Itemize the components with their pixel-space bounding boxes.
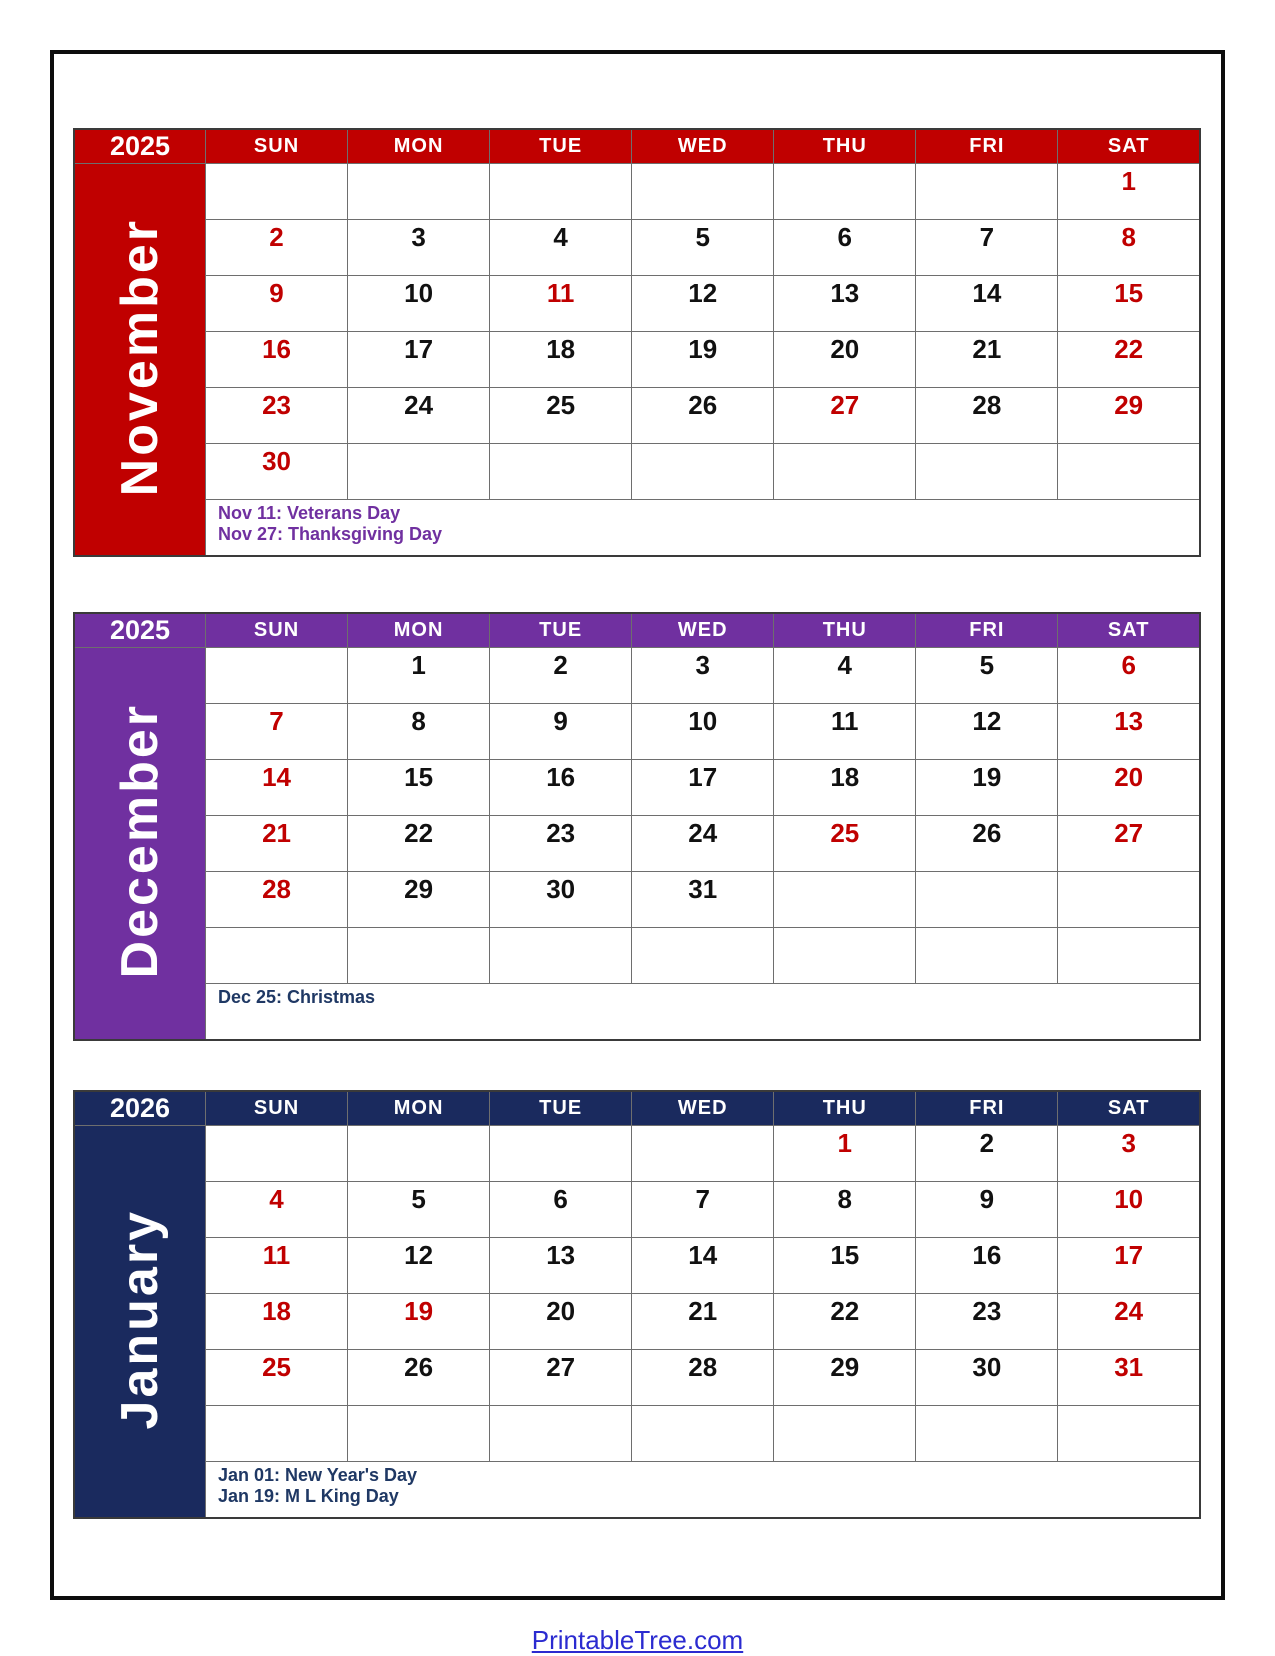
holiday-note: Jan 19: M L King Day: [218, 1486, 399, 1506]
date-cell: 6: [1058, 648, 1200, 704]
date-cell: 18: [206, 1294, 348, 1350]
date-cell: 26: [916, 816, 1058, 872]
date-cell: 17: [348, 332, 490, 388]
day-header-thu: THU: [774, 613, 916, 648]
date-cell: [632, 1126, 774, 1182]
date-cell: 20: [490, 1294, 632, 1350]
year-label: 2025: [74, 613, 206, 648]
page-footer: [54, 1625, 1221, 1656]
date-cell: [490, 1406, 632, 1462]
date-cell: 31: [1058, 1350, 1200, 1406]
holiday-note: Nov 27: Thanksgiving Day: [218, 524, 443, 544]
date-cell: [348, 164, 490, 220]
date-cell: [1058, 872, 1200, 928]
day-header-sun: SUN: [206, 613, 348, 648]
day-header-wed: WED: [632, 613, 774, 648]
date-cell: 21: [916, 332, 1058, 388]
date-cell: [916, 872, 1058, 928]
date-cell: 25: [774, 816, 916, 872]
date-cell: 23: [490, 816, 632, 872]
date-cell: [632, 164, 774, 220]
holiday-notes: [206, 1462, 1201, 1519]
date-cell: 1: [774, 1126, 916, 1182]
date-cell: [632, 1406, 774, 1462]
day-header-thu: THU: [774, 129, 916, 164]
month-name-text: December: [111, 703, 169, 979]
date-cell: [206, 928, 348, 984]
day-header-fri: FRI: [916, 1091, 1058, 1126]
date-cell: 1: [1058, 164, 1200, 220]
date-cell: [206, 1126, 348, 1182]
calendar-december-2025: [73, 612, 1201, 1041]
date-cell: 16: [490, 760, 632, 816]
date-cell: 26: [348, 1350, 490, 1406]
date-cell: [774, 164, 916, 220]
day-header-sun: SUN: [206, 1091, 348, 1126]
date-cell: [348, 444, 490, 500]
date-cell: [1058, 928, 1200, 984]
date-cell: 10: [348, 276, 490, 332]
date-cell: [490, 164, 632, 220]
date-cell: [774, 1406, 916, 1462]
date-cell: [490, 1126, 632, 1182]
date-cell: 21: [632, 1294, 774, 1350]
date-cell: 9: [206, 276, 348, 332]
date-cell: 31: [632, 872, 774, 928]
date-cell: [490, 444, 632, 500]
holiday-notes: [206, 500, 1201, 557]
date-cell: 30: [490, 872, 632, 928]
date-cell: 4: [490, 220, 632, 276]
date-cell: 7: [916, 220, 1058, 276]
date-cell: 16: [916, 1238, 1058, 1294]
date-cell: 5: [348, 1182, 490, 1238]
date-cell: [632, 928, 774, 984]
date-cell: 7: [206, 704, 348, 760]
date-cell: 11: [490, 276, 632, 332]
date-cell: 21: [206, 816, 348, 872]
date-cell: 29: [348, 872, 490, 928]
day-header-sat: SAT: [1058, 129, 1200, 164]
date-cell: 13: [774, 276, 916, 332]
date-cell: [348, 1126, 490, 1182]
date-cell: 4: [206, 1182, 348, 1238]
month-name-text: November: [111, 217, 169, 497]
date-cell: 8: [1058, 220, 1200, 276]
date-cell: 15: [774, 1238, 916, 1294]
date-cell: 15: [348, 760, 490, 816]
date-cell: 1: [348, 648, 490, 704]
calendar-months: [54, 54, 1221, 1519]
date-cell: [206, 1406, 348, 1462]
day-header-mon: MON: [348, 129, 490, 164]
day-header-fri: FRI: [916, 613, 1058, 648]
date-cell: 12: [632, 276, 774, 332]
footer-link[interactable]: PrintableTree.com: [531, 1625, 744, 1655]
day-header-mon: MON: [348, 613, 490, 648]
date-cell: 19: [632, 332, 774, 388]
day-header-sun: SUN: [206, 129, 348, 164]
date-cell: 18: [774, 760, 916, 816]
date-cell: 24: [348, 388, 490, 444]
date-cell: 11: [774, 704, 916, 760]
day-header-tue: TUE: [490, 613, 632, 648]
date-cell: 10: [1058, 1182, 1200, 1238]
day-header-tue: TUE: [490, 129, 632, 164]
date-cell: 11: [206, 1238, 348, 1294]
date-cell: 7: [632, 1182, 774, 1238]
date-cell: 19: [916, 760, 1058, 816]
day-header-tue: TUE: [490, 1091, 632, 1126]
holiday-note: Nov 11: Veterans Day: [218, 503, 401, 523]
date-cell: [916, 444, 1058, 500]
date-cell: 2: [206, 220, 348, 276]
date-cell: 22: [348, 816, 490, 872]
date-cell: 18: [490, 332, 632, 388]
date-cell: 13: [1058, 704, 1200, 760]
date-cell: 30: [206, 444, 348, 500]
date-cell: 25: [206, 1350, 348, 1406]
date-cell: 24: [632, 816, 774, 872]
date-cell: [916, 928, 1058, 984]
date-cell: 27: [490, 1350, 632, 1406]
date-cell: 5: [632, 220, 774, 276]
date-cell: 14: [916, 276, 1058, 332]
date-cell: 27: [1058, 816, 1200, 872]
date-cell: [1058, 444, 1200, 500]
day-header-sat: SAT: [1058, 613, 1200, 648]
date-cell: 29: [774, 1350, 916, 1406]
date-cell: 5: [916, 648, 1058, 704]
date-cell: [490, 928, 632, 984]
date-cell: 13: [490, 1238, 632, 1294]
calendar-january-2026: [73, 1090, 1201, 1519]
date-cell: 8: [774, 1182, 916, 1238]
date-cell: [348, 928, 490, 984]
date-cell: 14: [632, 1238, 774, 1294]
month-name-text: January: [111, 1208, 169, 1430]
day-header-wed: WED: [632, 129, 774, 164]
day-header-fri: FRI: [916, 129, 1058, 164]
date-cell: [206, 648, 348, 704]
date-cell: 28: [632, 1350, 774, 1406]
month-label-december: [74, 648, 206, 1041]
date-cell: 8: [348, 704, 490, 760]
date-cell: 26: [632, 388, 774, 444]
date-cell: 2: [916, 1126, 1058, 1182]
date-cell: [774, 928, 916, 984]
calendar-page: [50, 50, 1225, 1655]
day-header-thu: THU: [774, 1091, 916, 1126]
date-cell: 19: [348, 1294, 490, 1350]
day-header-wed: WED: [632, 1091, 774, 1126]
date-cell: 17: [632, 760, 774, 816]
calendar-november-2025: [73, 128, 1201, 557]
date-cell: [348, 1406, 490, 1462]
day-header-sat: SAT: [1058, 1091, 1200, 1126]
date-cell: 3: [632, 648, 774, 704]
date-cell: 29: [1058, 388, 1200, 444]
holiday-note: Dec 25: Christmas: [218, 987, 376, 1007]
holiday-notes: [206, 984, 1201, 1041]
date-cell: 6: [490, 1182, 632, 1238]
month-label-january: [74, 1126, 206, 1519]
month-label-november: [74, 164, 206, 557]
holiday-note: Jan 01: New Year's Day: [218, 1465, 418, 1485]
date-cell: 22: [1058, 332, 1200, 388]
date-cell: 12: [348, 1238, 490, 1294]
date-cell: [916, 164, 1058, 220]
date-cell: 3: [1058, 1126, 1200, 1182]
day-header-mon: MON: [348, 1091, 490, 1126]
date-cell: [1058, 1406, 1200, 1462]
date-cell: 28: [206, 872, 348, 928]
date-cell: 6: [774, 220, 916, 276]
date-cell: 24: [1058, 1294, 1200, 1350]
date-cell: 17: [1058, 1238, 1200, 1294]
date-cell: 4: [774, 648, 916, 704]
date-cell: 9: [490, 704, 632, 760]
date-cell: 16: [206, 332, 348, 388]
date-cell: 20: [1058, 760, 1200, 816]
date-cell: 14: [206, 760, 348, 816]
date-cell: [916, 1406, 1058, 1462]
date-cell: [206, 164, 348, 220]
date-cell: 9: [916, 1182, 1058, 1238]
date-cell: 10: [632, 704, 774, 760]
date-cell: 3: [348, 220, 490, 276]
year-label: 2026: [74, 1091, 206, 1126]
date-cell: 22: [774, 1294, 916, 1350]
date-cell: 12: [916, 704, 1058, 760]
date-cell: 27: [774, 388, 916, 444]
date-cell: 23: [916, 1294, 1058, 1350]
date-cell: 25: [490, 388, 632, 444]
date-cell: 30: [916, 1350, 1058, 1406]
date-cell: 23: [206, 388, 348, 444]
date-cell: 15: [1058, 276, 1200, 332]
date-cell: 20: [774, 332, 916, 388]
date-cell: [632, 444, 774, 500]
date-cell: 28: [916, 388, 1058, 444]
date-cell: [774, 444, 916, 500]
year-label: 2025: [74, 129, 206, 164]
date-cell: [774, 872, 916, 928]
date-cell: 2: [490, 648, 632, 704]
